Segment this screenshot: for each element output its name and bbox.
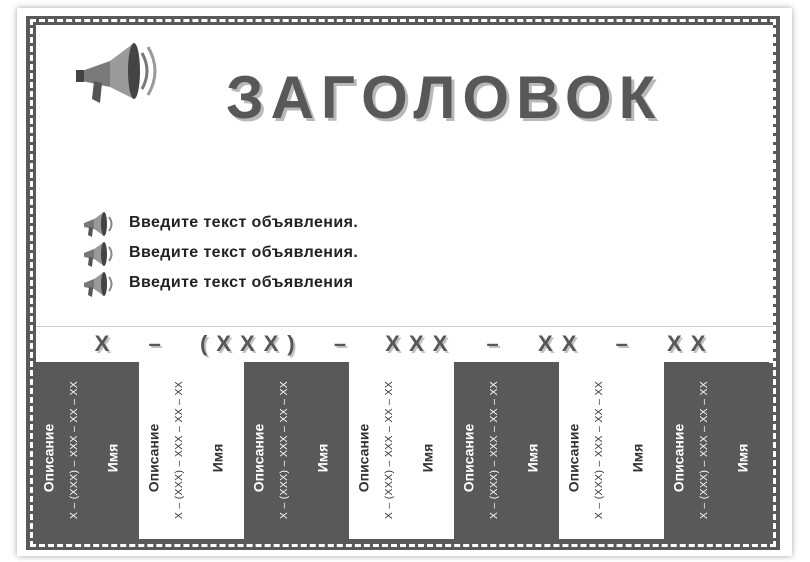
tab-name: Имя: [104, 443, 121, 473]
tab-description: Описание: [355, 423, 372, 493]
tab-phone: X – (XXX) – XXX – XX – XX: [68, 380, 81, 520]
tab-description: Описание: [670, 423, 687, 493]
tab-name: Имя: [209, 443, 226, 473]
megaphone-icon: [72, 37, 162, 107]
tab-name: Имя: [524, 443, 541, 473]
tab-phone: X – (XXX) – XXX – XX – XX: [488, 380, 501, 520]
tear-off-tab[interactable]: [349, 362, 454, 539]
tear-off-tab[interactable]: [34, 362, 139, 539]
tab-description: Описание: [460, 423, 477, 493]
flyer-title: ЗАГОЛОВОК: [226, 64, 663, 131]
tear-off-tab[interactable]: [664, 362, 769, 539]
tear-off-tab[interactable]: [139, 362, 244, 539]
tab-phone: X – (XXX) – XXX – XX – XX: [698, 380, 711, 520]
tab-name: Имя: [314, 443, 331, 473]
tab-description: Описание: [250, 423, 267, 493]
tab-name: Имя: [419, 443, 436, 473]
announcement-line: Введите текст объявления.: [129, 214, 359, 231]
tab-name: Имя: [734, 443, 751, 473]
megaphone-icon: [80, 240, 120, 268]
tear-off-tab[interactable]: [244, 362, 349, 539]
announcement-line: Введите текст объявления.: [129, 244, 359, 261]
tab-description: Описание: [40, 423, 57, 493]
megaphone-icon: [80, 270, 120, 298]
megaphone-icon: [80, 210, 120, 238]
tab-description: Описание: [145, 423, 162, 493]
tab-phone: X – (XXX) – XXX – XX – XX: [278, 380, 291, 520]
announcement-line: Введите текст объявления: [129, 274, 354, 291]
tab-description: Описание: [565, 423, 582, 493]
tab-phone: X – (XXX) – XXX – XX – XX: [593, 380, 606, 520]
phone-number: X – (XXX) – XXX – XX – XX: [94, 331, 715, 356]
flyer-body: [36, 25, 773, 362]
tab-phone: X – (XXX) – XXX – XX – XX: [383, 380, 396, 520]
tab-name: Имя: [629, 443, 646, 473]
tear-off-tab[interactable]: [454, 362, 559, 539]
tear-off-tab[interactable]: [559, 362, 664, 539]
tab-phone: X – (XXX) – XXX – XX – XX: [173, 380, 186, 520]
phone-strip: [36, 326, 773, 363]
